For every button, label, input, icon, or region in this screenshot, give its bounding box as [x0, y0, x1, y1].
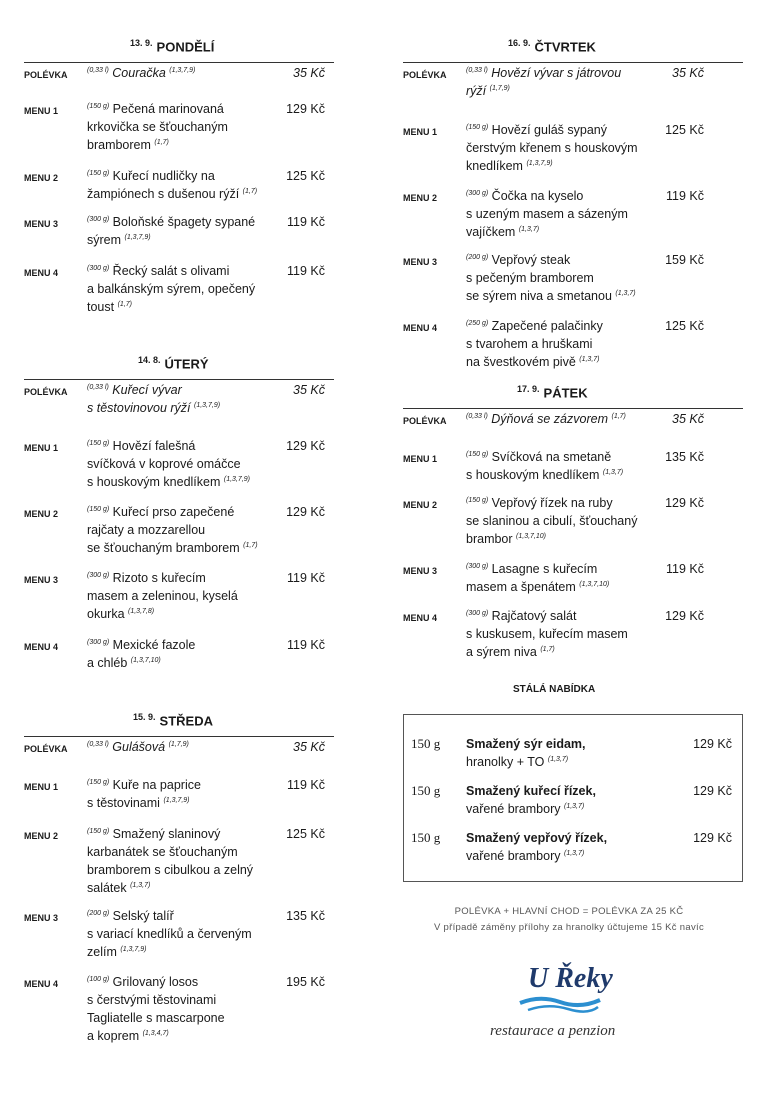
day-title-5: [517, 384, 588, 400]
superscript-note: (1,3,7): [547, 755, 569, 763]
day-date: 13. 9.: [130, 38, 153, 48]
day-divider: [403, 62, 743, 63]
menu-line: Boloňské špagety sypané: [112, 215, 256, 229]
stala-price: 129 Kč: [693, 831, 732, 845]
menu-label: MENU 2: [24, 509, 59, 519]
menu-line: masem a špenátem: [466, 580, 576, 594]
menu-line: Svíčková na smetaně: [491, 450, 612, 464]
superscript-note: (1,7,9): [168, 740, 189, 748]
menu-price: 125 Kč: [286, 169, 325, 183]
menu-label: MENU 1: [403, 127, 438, 137]
soup-price: 35 Kč: [672, 66, 704, 80]
superscript-note: (0,33 l): [87, 740, 109, 748]
superscript-note: (1,7,9): [489, 84, 510, 92]
superscript-note: (1,3,7,9): [223, 475, 250, 483]
menu-label: MENU 2: [24, 173, 59, 183]
menu-line: rajčaty a mozzarellou: [87, 523, 206, 537]
superscript-note: (1,3,7,9): [120, 945, 147, 953]
stala-weight: 150 g: [411, 830, 441, 845]
menu-line: s kuskusem, kuřecím masem: [466, 627, 628, 641]
superscript-note: (300 g): [466, 189, 489, 197]
stala-nabidka-box: [403, 714, 743, 882]
superscript-note: (150 g): [87, 778, 110, 786]
superscript-note: (1,7): [242, 187, 258, 195]
logo-name: U Řeky: [528, 963, 613, 994]
menu-line: salátek: [87, 881, 127, 895]
stala-side: vařené brambory: [466, 802, 561, 816]
menu-label: MENU 4: [24, 979, 59, 989]
menu-line: Mexické fazole: [112, 638, 196, 652]
menu-price: 119 Kč: [666, 189, 704, 203]
menu-line: knedlíkem: [466, 159, 523, 173]
stala-name: [466, 829, 666, 865]
soup-label: POLÉVKA: [24, 387, 68, 397]
superscript-note: (1,3,7,9): [526, 159, 553, 167]
stala-side: vařené brambory: [466, 849, 561, 863]
superscript-note: (150 g): [466, 450, 489, 458]
menu-label: MENU 1: [24, 443, 59, 453]
superscript-note: (1,7): [611, 412, 626, 420]
menu-label: MENU 2: [403, 500, 438, 510]
day-name: PONDĚLÍ: [156, 39, 215, 55]
menu-line: Pečená marinovaná: [112, 102, 224, 116]
superscript-note: (1,3,4,7): [142, 1029, 169, 1037]
menu-price: 129 Kč: [286, 505, 325, 519]
menu-line: čerstvým křenem s houskovým: [466, 141, 638, 155]
superscript-note: (150 g): [466, 496, 489, 504]
menu-line: Hovězí guláš sypaný: [491, 123, 608, 137]
menu-line: a koprem: [87, 1029, 140, 1043]
soup-text-2: s těstovinovou rýží: [87, 401, 191, 415]
day-divider: [24, 736, 334, 737]
menu-price: 119 Kč: [287, 778, 325, 792]
menu-line: Zapečené palačinky: [491, 319, 603, 333]
soup-price: 35 Kč: [293, 66, 325, 80]
menu-line: a balkánským sýrem, opečený: [87, 282, 256, 296]
menu-line: se šťouchaným bramborem: [87, 541, 240, 555]
superscript-note: (300 g): [87, 571, 110, 579]
superscript-note: (1,3,7): [579, 355, 600, 363]
soup-label: POLÉVKA: [24, 744, 68, 754]
day-name: PÁTEK: [543, 385, 588, 401]
menu-label: MENU 3: [403, 566, 438, 576]
menu-line: Řecký salát s olivami: [112, 264, 230, 278]
superscript-note: (1,3,7): [563, 849, 585, 857]
menu-line: žampiónech s dušenou rýží: [87, 187, 240, 201]
day-title-4: [508, 38, 596, 54]
logo-wave-icon: [520, 999, 600, 1005]
soup-text: Kuřecí vývar: [112, 383, 182, 397]
menu-line: s houskovým knedlíkem: [466, 468, 600, 482]
menu-line: Kuřecí nudličky na: [112, 169, 215, 183]
superscript-note: (300 g): [87, 215, 110, 223]
menu-line: Rajčatový salát: [491, 609, 577, 623]
superscript-note: (150 g): [466, 123, 489, 131]
menu-label: MENU 4: [24, 268, 59, 278]
menu-price: 119 Kč: [287, 264, 325, 278]
superscript-note: (1,3,7,9): [163, 796, 190, 804]
superscript-note: (0,33 l): [87, 66, 109, 74]
stala-dish: Smažený kuřecí řízek,: [466, 784, 596, 798]
menu-line: Selský talíř: [112, 909, 174, 923]
menu-line: Kuřecí prso zapečené: [112, 505, 235, 519]
superscript-note: (150 g): [87, 169, 110, 177]
menu-line: karbanátek se šťouchaným: [87, 845, 238, 859]
menu-label: MENU 2: [24, 831, 59, 841]
menu-price: 135 Kč: [665, 450, 704, 464]
soup-label: POLÉVKA: [403, 70, 447, 80]
menu-line: vajíčkem: [466, 225, 516, 239]
menu-line: okurka: [87, 607, 125, 621]
menu-line: Čočka na kyselo: [491, 189, 584, 203]
superscript-note: (1,3,7,9): [169, 66, 196, 74]
menu-price: 119 Kč: [666, 562, 704, 576]
menu-label: MENU 4: [403, 323, 438, 333]
stala-side: hranolky + TO: [466, 755, 545, 769]
day-name: ÚTERÝ: [164, 356, 209, 372]
superscript-note: (1,3,7,9): [124, 233, 151, 241]
superscript-note: (1,3,7,10): [130, 656, 161, 664]
soup-label: POLÉVKA: [24, 70, 68, 80]
menu-label: MENU 3: [24, 913, 59, 923]
superscript-note: (150 g): [87, 102, 110, 110]
soup-text: Couračka: [112, 66, 166, 80]
soup-text: Dýňová se zázvorem: [491, 412, 608, 426]
superscript-note: (150 g): [87, 439, 110, 447]
day-title-3: [133, 712, 213, 728]
stala-price: 129 Kč: [693, 737, 732, 751]
stala-dish: Smažený vepřový řízek,: [466, 831, 608, 845]
soup-label: POLÉVKA: [403, 416, 447, 426]
menu-price: 129 Kč: [665, 609, 704, 623]
stala-name: [466, 735, 666, 771]
menu-line: toust: [87, 300, 115, 314]
logo-tagline: restaurace a penzion: [490, 1023, 616, 1039]
day-divider: [403, 408, 743, 409]
soup-price: 35 Kč: [672, 412, 704, 426]
menu-label: MENU 1: [24, 782, 59, 792]
day-divider: [24, 379, 334, 380]
menu-label: MENU 2: [403, 193, 438, 203]
menu-price: 129 Kč: [286, 439, 325, 453]
superscript-note: (150 g): [87, 827, 110, 835]
menu-price: 129 Kč: [665, 496, 704, 510]
logo-wave-icon-small: [528, 1006, 598, 1011]
menu-price: 195 Kč: [286, 975, 325, 989]
menu-price: 125 Kč: [665, 123, 704, 137]
superscript-note: (250 g): [466, 319, 489, 327]
menu-line: zelím: [87, 945, 117, 959]
superscript-note: (1,3,7,10): [579, 580, 610, 588]
menu-line: Lasagne s kuřecím: [491, 562, 598, 576]
combo-note: POLÉVKA + HLAVNÍ CHOD = POLÉVKA ZA 25 KČ: [454, 906, 684, 917]
menu-line: s uzeným masem a sázeným: [466, 207, 628, 221]
menu-line: Vepřový steak: [491, 253, 571, 267]
logo-graphic: [480, 955, 650, 1045]
day-name: ČTVRTEK: [534, 39, 596, 55]
stala-price: 129 Kč: [693, 784, 732, 798]
menu-price: 125 Kč: [286, 827, 325, 841]
menu-line: Smažený slaninový: [112, 827, 221, 841]
superscript-note: (300 g): [466, 562, 489, 570]
menu-line: krkovička se šťouchaným: [87, 120, 228, 134]
superscript-note: (1,7): [154, 138, 169, 146]
menu-line: Rizoto s kuřecím: [112, 571, 206, 585]
menu-line: masem a zeleninou, kyselá: [87, 589, 238, 603]
superscript-note: (1,3,7): [518, 225, 540, 233]
superscript-note: (1,7): [243, 541, 258, 549]
menu-label: MENU 1: [24, 106, 59, 116]
superscript-note: (200 g): [87, 909, 110, 917]
menu-price: 135 Kč: [286, 909, 325, 923]
superscript-note: (1,7): [117, 300, 132, 308]
menu-label: MENU 4: [403, 613, 438, 623]
menu-label: MENU 1: [403, 454, 438, 464]
day-date: 15. 9.: [133, 712, 156, 722]
menu-line: na švestkovém pivě: [466, 355, 576, 369]
menu-line: sýrem: [87, 233, 122, 247]
menu-line: Grilovaný losos: [112, 975, 199, 989]
soup-text: Gulášová: [112, 740, 166, 754]
menu-line: brambor: [466, 532, 513, 546]
soup-text-2: rýží: [466, 84, 487, 98]
menu-price: 159 Kč: [665, 253, 704, 267]
menu-line: se sýrem niva a smetanou: [466, 289, 612, 303]
day-name: STŘEDA: [159, 713, 213, 729]
menu-label: MENU 4: [24, 642, 59, 652]
superscript-note: (300 g): [87, 264, 110, 272]
soup-text: Hovězí vývar s játrovou: [491, 66, 622, 80]
superscript-note: (0,33 l): [87, 383, 109, 391]
menu-price: 119 Kč: [287, 571, 325, 585]
superscript-note: (200 g): [466, 253, 489, 261]
day-divider: [24, 62, 334, 63]
superscript-note: (1,3,7): [602, 468, 624, 476]
menu-line: s tvarohem a hruškami: [466, 337, 593, 351]
superscript-note: (300 g): [87, 638, 110, 646]
superscript-note: (1,3,7,9): [194, 401, 221, 409]
menu-line: s variací knedlíků a červeným: [87, 927, 252, 941]
superscript-note: (0,33 l): [466, 66, 488, 74]
menu-price: 129 Kč: [286, 102, 325, 116]
menu-line: s houskovým knedlíkem: [87, 475, 221, 489]
stala-name: [466, 782, 666, 818]
menu-line: svíčková v koprové omáčce: [87, 457, 241, 471]
superscript-note: (1,3,7,8): [128, 607, 155, 615]
stala-dish: Smažený sýr eidam,: [466, 737, 586, 751]
menu-price: 125 Kč: [665, 319, 704, 333]
menu-line: Vepřový řízek na ruby: [491, 496, 613, 510]
superscript-note: (1,3,7): [615, 289, 636, 297]
superscript-note: (100 g): [87, 975, 110, 983]
menu-label: MENU 3: [24, 219, 59, 229]
stala-nabidka-title: STÁLÁ NABÍDKA: [513, 684, 596, 695]
day-title-1: [130, 38, 214, 54]
menu-line: s těstovinami: [87, 796, 160, 810]
menu-line: se slaninou a cibulí, šťouchaný: [466, 514, 638, 528]
menu-price: 119 Kč: [287, 638, 325, 652]
menu-line: a chléb: [87, 656, 128, 670]
menu-line: s pečeným bramborem: [466, 271, 594, 285]
menu-line: a sýrem niva: [466, 645, 537, 659]
menu-line: Hovězí falešná: [112, 439, 196, 453]
day-date: 14. 8.: [138, 355, 161, 365]
superscript-note: (150 g): [87, 505, 110, 513]
stala-weight: 150 g: [411, 783, 441, 798]
day-date: 17. 9.: [517, 384, 540, 394]
day-title-2: [138, 355, 209, 371]
superscript-note: (1,7): [540, 645, 555, 653]
day-date: 16. 9.: [508, 38, 531, 48]
superscript-note: (1,3,7): [563, 802, 585, 810]
menu-line: s čerstvými těstovinami: [87, 993, 217, 1007]
restaurant-logo: [480, 955, 650, 1045]
superscript-note: (1,3,7,10): [516, 532, 546, 540]
stala-weight: 150 g: [411, 736, 441, 751]
menu-line: Tagliatelle s mascarpone: [87, 1011, 225, 1025]
fries-note: V případě záměny přílohy za hranolky účtujeme 15 Kč navíc: [433, 922, 705, 933]
soup-price: 35 Kč: [293, 383, 325, 397]
soup-price: 35 Kč: [293, 740, 325, 754]
superscript-note: (0,33 l): [466, 412, 488, 420]
menu-label: MENU 3: [24, 575, 59, 585]
menu-price: 119 Kč: [287, 215, 325, 229]
superscript-note: (1,3,7): [130, 881, 151, 889]
menu-line: Kuře na paprice: [112, 778, 201, 792]
menu-line: bramborem: [87, 138, 151, 152]
menu-label: MENU 3: [403, 257, 438, 267]
superscript-note: (300 g): [466, 609, 489, 617]
menu-line: bramborem s cibulkou a zelný: [87, 863, 254, 877]
